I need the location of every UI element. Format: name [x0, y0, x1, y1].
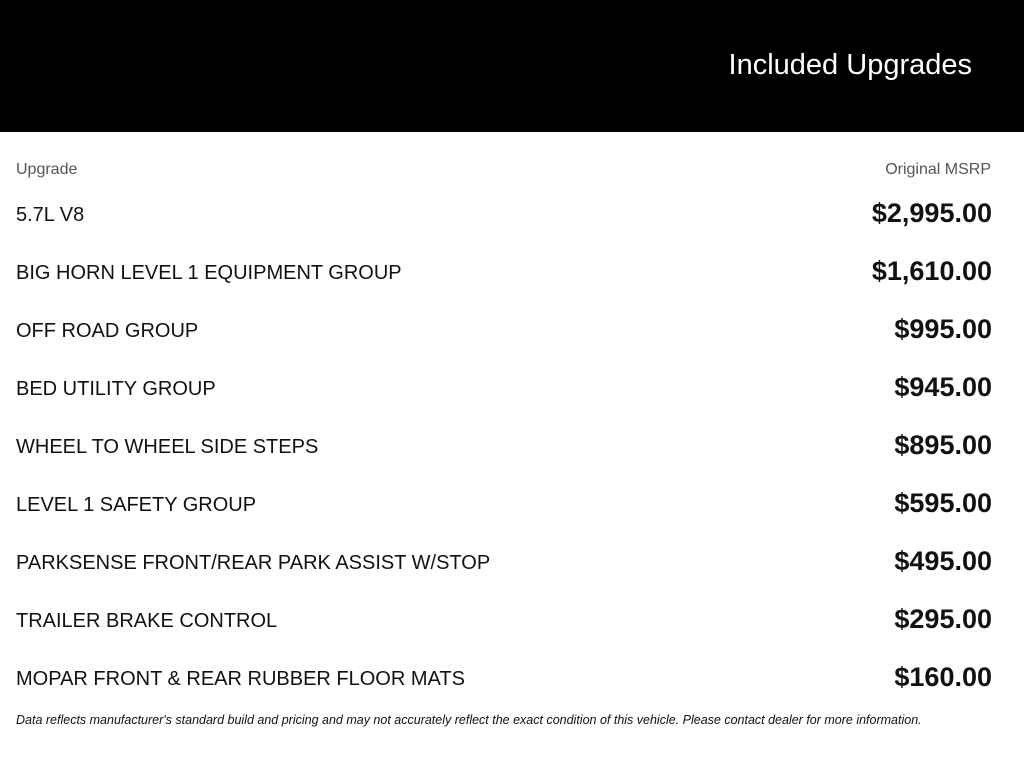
upgrade-name: LEVEL 1 SAFETY GROUP: [16, 494, 257, 516]
upgrade-price: $1,610.00: [871, 256, 992, 286]
upgrade-row: [16, 598, 992, 656]
column-header-msrp: Original MSRP: [885, 161, 991, 178]
upgrade-name: 5.7L V8: [16, 204, 85, 226]
upgrade-name: OFF ROAD GROUP: [16, 320, 199, 342]
upgrades-list: [16, 192, 992, 714]
upgrade-row: [16, 366, 992, 424]
header-bar: [0, 0, 1024, 132]
upgrade-row: [16, 250, 992, 308]
upgrade-name: PARKSENSE FRONT/REAR PARK ASSIST W/STOP: [16, 552, 491, 574]
upgrade-row: [16, 540, 992, 598]
upgrade-row: [16, 424, 992, 482]
upgrade-price: $2,995.00: [871, 198, 992, 228]
upgrade-name: BIG HORN LEVEL 1 EQUIPMENT GROUP: [16, 262, 402, 284]
upgrade-price: $995.00: [894, 314, 992, 344]
upgrade-price: $295.00: [894, 604, 992, 634]
upgrade-name: BED UTILITY GROUP: [16, 378, 216, 400]
upgrade-name: MOPAR FRONT & REAR RUBBER FLOOR MATS: [16, 668, 465, 690]
upgrade-price: $945.00: [894, 372, 992, 402]
upgrade-row: [16, 192, 992, 250]
upgrade-name: TRAILER BRAKE CONTROL: [16, 610, 278, 632]
upgrade-row: [16, 482, 992, 540]
upgrade-price: $595.00: [894, 488, 992, 518]
upgrade-price: $895.00: [894, 430, 992, 460]
upgrade-name: WHEEL TO WHEEL SIDE STEPS: [16, 436, 319, 458]
column-header-upgrade: Upgrade: [16, 161, 78, 178]
upgrade-price: $495.00: [894, 546, 992, 576]
upgrade-row: [16, 656, 992, 714]
upgrade-row: [16, 308, 992, 366]
page-title: Included Upgrades: [728, 49, 972, 81]
upgrade-price: $160.00: [894, 662, 992, 692]
disclaimer-text: Data reflects manufacturer's standard build and pricing and may not accurately reflect the exact condition of this vehicle. Please contact dealer for more information.: [16, 713, 922, 727]
